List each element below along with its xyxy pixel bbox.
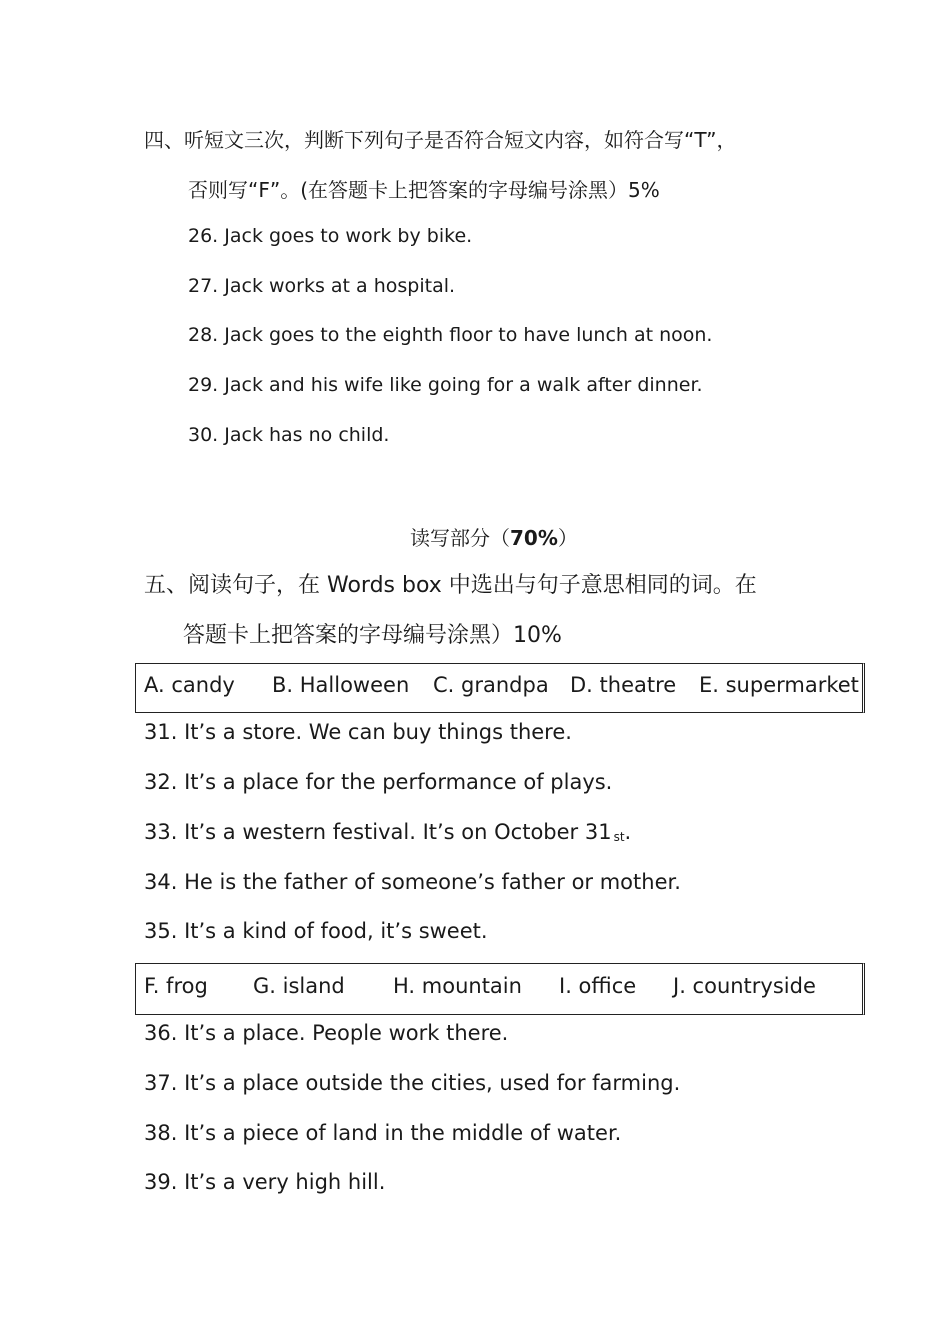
part-heading xyxy=(410,522,578,551)
question-33 xyxy=(144,820,631,844)
question-38: 38. It’s a piece of land in the middle of water. xyxy=(144,1121,622,1145)
question-30: 30. Jack has no child. xyxy=(188,424,390,446)
option-b: B. Halloween xyxy=(272,673,410,697)
question-29: 29. Jack and his wife like going for a walk after dinner. xyxy=(188,374,703,396)
option-i: I. office xyxy=(559,974,637,998)
words-box-2 xyxy=(135,963,865,1015)
question-26: 26. Jack goes to work by bike. xyxy=(188,225,473,247)
question-35: 35. It’s a kind of food, it’s sweet. xyxy=(144,919,488,943)
ordinal-suffix: st xyxy=(613,830,625,844)
section4-title-line2: 否则写“F”。(在答题卡上把答案的字母编号涂黑）5% xyxy=(188,178,660,202)
option-e: E. supermarket xyxy=(699,673,859,697)
question-36: 36. It’s a place. People work there. xyxy=(144,1021,509,1045)
words-box-1 xyxy=(135,663,865,713)
question-31: 31. It’s a store. We can buy things there. xyxy=(144,720,572,744)
section5-title-line1: 五、阅读句子，在 Words box 中选出与句子意思相同的词。在 xyxy=(144,573,757,598)
option-d: D. theatre xyxy=(570,673,677,697)
question-33-end: . xyxy=(624,820,632,844)
part-heading-close: ） xyxy=(557,526,578,550)
option-f: F. frog xyxy=(144,974,208,998)
question-27: 27. Jack works at a hospital. xyxy=(188,275,456,297)
option-c: C. grandpa xyxy=(433,673,549,697)
question-39: 39. It’s a very high hill. xyxy=(144,1170,386,1194)
section4-title-line1: 四、听短文三次，判断下列句子是否符合短文内容，如符合写“T”， xyxy=(144,128,737,152)
question-28: 28. Jack goes to the eighth floor to have lunch at noon. xyxy=(188,324,713,346)
option-h: H. mountain xyxy=(393,974,522,998)
option-a: A. candy xyxy=(144,673,235,697)
question-37: 37. It’s a place outside the cities, used for farming. xyxy=(144,1071,681,1095)
option-g: G. island xyxy=(253,974,345,998)
part-heading-percent: 70% xyxy=(510,526,558,550)
section5-title-line2: 答题卡上把答案的字母编号涂黑）10% xyxy=(183,623,562,648)
question-32: 32. It’s a place for the performance of plays. xyxy=(144,770,613,794)
option-j: J. countryside xyxy=(673,974,816,998)
part-heading-text: 读写部分（ xyxy=(410,526,510,550)
question-34: 34. He is the father of someone’s father or mother. xyxy=(144,870,681,894)
question-33-text: 33. It’s a western festival. It’s on October 31 xyxy=(144,820,612,844)
